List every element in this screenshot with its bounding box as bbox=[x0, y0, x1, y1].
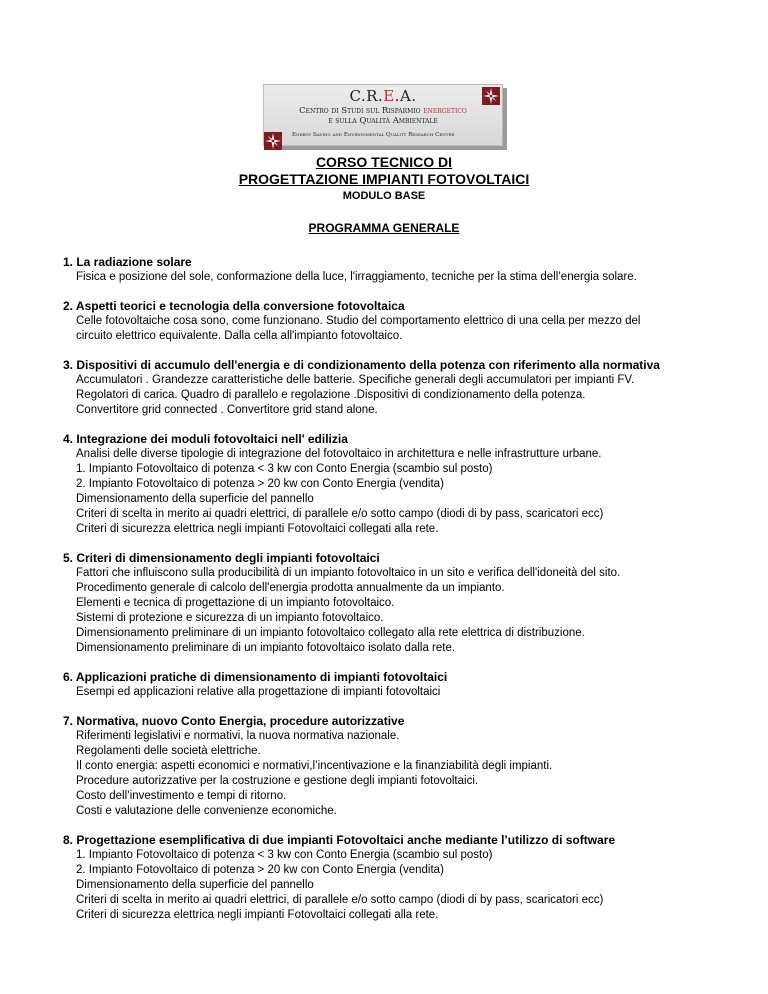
section-text-line: Accumulatori . Grandezze caratteristiche delle batterie. Specifiche generali degli accumulatori per impianti FV. bbox=[76, 374, 635, 386]
section-text-line: Fattori che influiscono sulla producibilità di un impianto fotovoltaico in un sito e verifica dell'idoneità del sito. bbox=[76, 567, 621, 579]
section-text-line: Criteri di sicurezza elettrica negli impianti Fotovoltaici collegati alla rete. bbox=[76, 909, 439, 921]
section-text-line: Costo dell’investimento e tempi di ritorno. bbox=[76, 790, 287, 802]
section-text-line: Elementi e tecnica di progettazione di un impianto fotovoltaico. bbox=[76, 597, 395, 609]
section-heading: 7. Normativa, nuovo Conto Energia, procedure autorizzative bbox=[63, 714, 405, 728]
logo-card bbox=[263, 84, 503, 146]
program-section bbox=[63, 714, 733, 819]
section-heading: 2. Aspetti teorici e tecnologia della conversione fotovoltaica bbox=[63, 299, 405, 313]
program-section bbox=[63, 358, 733, 418]
section-text-line: Regolamenti delle società elettriche. bbox=[76, 745, 261, 757]
program-section bbox=[63, 255, 733, 285]
section-text-line: Esempi ed applicazioni relative alla progettazione di impianti fotovoltaici bbox=[76, 686, 441, 698]
logo-line-3: Energy Saving and Environmental Quality Research Centre bbox=[292, 132, 455, 138]
section-text-line: Criteri di sicurezza elettrica negli impianti Fotovoltaici collegati alla rete. bbox=[76, 523, 439, 535]
logo-line-1: Centro di Studi sul Risparmio energetico bbox=[299, 106, 467, 116]
program-section bbox=[63, 432, 733, 537]
section-text-line: circuito elettrico equivalente. Dalla cella all'impianto fotovoltaico. bbox=[76, 330, 403, 342]
section-text-line: Riferimenti legislativi e normativi, la nuova normativa nazionale. bbox=[76, 730, 400, 742]
section-text-line: Criteri di scelta in merito ai quadri elettrici, di parallele e/o sotto campo (diodi di by pass, scaricatori ecc) bbox=[76, 508, 604, 520]
section-text-line: 1. Impianto Fotovoltaico di potenza < 3 kw con Conto Energia (scambio sul posto) bbox=[76, 849, 493, 861]
section-text-line: Fisica e posizione del sole, conformazione della luce, l'irraggiamento, tecniche per la stima dell’energia solare. bbox=[76, 271, 637, 283]
section-text-line: Procedure autorizzative per la costruzione e gestione degli impianti fotovoltaici. bbox=[76, 775, 479, 787]
program-section bbox=[63, 551, 733, 656]
section-text-line: Dimensionamento preliminare di un impianto fotovoltaico isolato dalla rete. bbox=[76, 642, 456, 654]
section-text-line: 2. Impianto Fotovoltaico di potenza > 20 kw con Conto Energia (vendita) bbox=[76, 864, 444, 876]
section-heading: 6. Applicazioni pratiche di dimensionamento di impianti fotovoltaici bbox=[63, 670, 448, 684]
section-text-line: Dimensionamento della superficie del pannello bbox=[76, 493, 314, 505]
section-heading: 5. Criteri di dimensionamento degli impianti fotovoltaici bbox=[63, 551, 380, 565]
section-heading: 1. La radiazione solare bbox=[63, 255, 192, 269]
crea-logo bbox=[263, 84, 503, 150]
title-line-2: PROGETTAZIONE IMPIANTI FOTOVOLTAICI bbox=[238, 171, 530, 187]
section-text-line: 1. Impianto Fotovoltaico di potenza < 3 kw con Conto Energia (scambio sul posto) bbox=[76, 463, 493, 475]
section-heading: 3. Dispositivi di accumulo dell'energia e di condizionamento della potenza con riferimento alla normativa bbox=[63, 358, 660, 372]
program-section bbox=[63, 299, 733, 344]
section-text-line: 2. Impianto Fotovoltaico di potenza > 20 kw con Conto Energia (vendita) bbox=[76, 478, 444, 490]
document-subtitle: MODULO BASE bbox=[342, 190, 426, 202]
section-heading: 8. Progettazione esemplificativa di due impianti Fotovoltaici anche mediante l’utilizzo di software bbox=[63, 833, 616, 847]
program-title: PROGRAMMA GENERALE bbox=[308, 221, 460, 235]
document-title bbox=[0, 154, 768, 204]
section-text-line: Celle fotovoltaiche cosa sono, come funzionano. Studio del comportamento elettrico di una cella per mezzo del bbox=[76, 315, 641, 327]
section-text-line: Dimensionamento della superficie del pannello bbox=[76, 879, 314, 891]
section-text-line: Dimensionamento preliminare di un impianto fotovoltaico collegato alla rete elettrica di distribuzione. bbox=[76, 627, 585, 639]
section-text-line: Criteri di scelta in merito ai quadri elettrici, di parallele e/o sotto campo (diodi di by pass, scaricatori ecc) bbox=[76, 894, 604, 906]
section-text-line: Regolatori di carica. Quadro di parallelo e regolazione .Dispositivi di condizionamento della potenza. bbox=[76, 389, 586, 401]
compass-rose-icon bbox=[482, 87, 500, 105]
section-text-line: Il conto energia: aspetti economici e normativi,l’incentivazione e la finanziabilità degli impianti. bbox=[76, 760, 553, 772]
section-heading: 4. Integrazione dei moduli fotovoltaici nell' edilizia bbox=[63, 432, 348, 446]
section-text-line: Procedimento generale di calcolo dell'energia prodotta annualmente da un impianto. bbox=[76, 582, 505, 594]
section-text-line: Costi e valutazione delle convenienze economiche. bbox=[76, 805, 337, 817]
logo-line-2: e sulla Qualità Ambientale bbox=[328, 116, 438, 126]
program-section bbox=[63, 833, 733, 923]
logo-acronym: C.R.E.A. bbox=[349, 87, 417, 105]
compass-rose-icon bbox=[264, 132, 282, 150]
program-section bbox=[63, 670, 733, 700]
section-text-line: Convertitore grid connected . Convertitore grid stand alone. bbox=[76, 404, 378, 416]
section-text-line: Sistemi di protezione e sicurezza di un impianto fotovoltaico. bbox=[76, 612, 384, 624]
title-line-1: CORSO TECNICO DI bbox=[315, 154, 453, 170]
section-text-line: Analisi delle diverse tipologie di integrazione del fotovoltaico in architettura e nelle infrastrutture urbane. bbox=[76, 448, 602, 460]
program-sections bbox=[63, 255, 733, 937]
